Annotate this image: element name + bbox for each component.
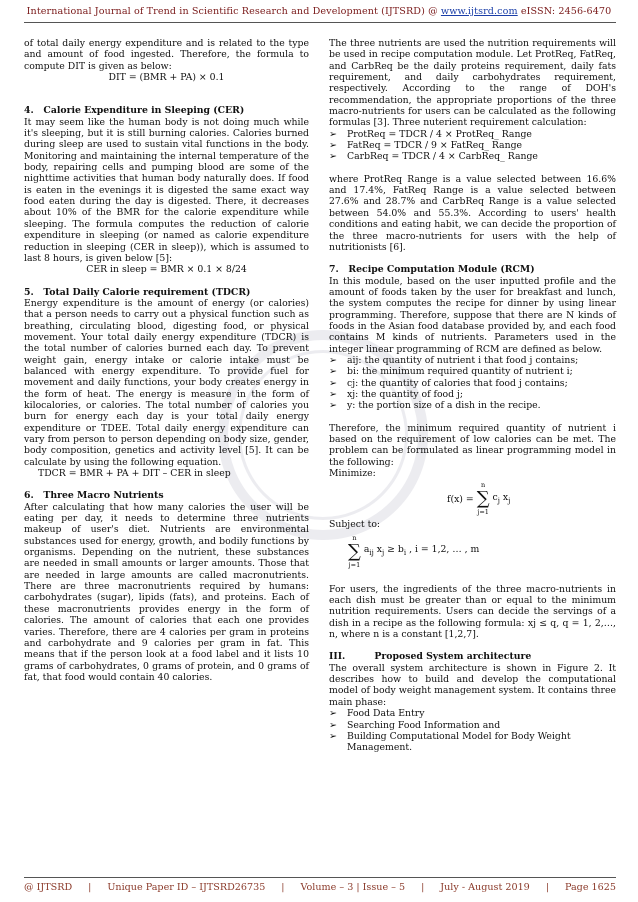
list-item: ➢ aij: the quantity of nutrient i that food j contains;	[329, 354, 579, 366]
bullet-icon: ➢	[329, 151, 337, 163]
list-item: ➢ FatReq = TDCR / 9 × FatReq_ Range	[329, 140, 523, 152]
list-item: ➢ xj: the quantity of food j;	[329, 388, 464, 400]
formula-tdcr: TDCR = BMR + PA + DIT – CER in sleep	[38, 468, 231, 480]
list-item: ➢ cj: the quantity of calories that food j contains;	[329, 377, 568, 389]
section-heading-4: 4. Calorie Expenditure in Sleeping (CER)	[24, 105, 245, 117]
bullet-icon: ➢	[329, 708, 337, 720]
section-heading-III: III. Proposed System architecture	[329, 651, 532, 663]
paragraph: Therefore, the minimum required quantity of nutrient i based on the requirement of low calories can be met. The problem can be formulated as linear programming model in the following:	[329, 422, 616, 468]
footer-page: Page 1625	[564, 882, 616, 893]
paragraph: For users, the ingredients of the three macro-nutrients in each dish must be greater than or equal to the minimum nutrition requirements. Users can decide the servings of a dish in a recipe as the following formula: xj ≤ q, q = 1, 2,…, n, where n is a constant [1,2,7].	[329, 583, 616, 641]
sum-symbol: n ∑ j=1	[348, 533, 361, 569]
right-column	[329, 38, 616, 754]
paragraph: The overall system architecture is shown in Figure 2. It describes how to build and develop the computational model of body weight management system. It contains three main phase:	[329, 662, 616, 708]
list-item: ➢ ProtReq = TDCR / 4 × ProtReq_ Range	[329, 128, 532, 140]
list-item: ➢ CarbReq = TDCR / 4 × CarbReq_ Range	[329, 151, 538, 163]
section-heading-7: 7. Recipe Computation Module (RCM)	[329, 264, 535, 276]
list-item: ➢ Searching Food Information and	[329, 719, 501, 731]
paragraph: It may seem like the human body is not doing much while it's sleeping, but it is still burning calories. Calories burned during sleep are used to sustain vital functions in the body. Monitoring and maintaining the internal temperature of the body, repairing cells and pumping blood are some of the nighttime activities that human body naturally does. If food is eaten in the evenings it is digested the same exact way food eaten during the day is digested. There, it decreases about 10% of the BMR for the calorie expenditure while sleeping. The formula computes the reduction of calorie expenditure in sleeping (or named as calorie expenditure reduction in sleeping (CER in sleep)), which is assumed to last 8 hours, is given below [5]:	[24, 116, 309, 264]
paragraph: The three nutrients are used the nutrition requirements will be used in recipe computation module. Let ProtReq, FatReq, and CarbReq be the daily proteins requirement, daily fats requirement, and daily carbohydrates requirement, respectively. According to the range of DOH's recommendation, the appropriate proportions of the three macro-nutrients for users can be calculated as the following formulas [3]. Three nuterient requirement calculation:	[329, 38, 616, 129]
formula-dit: DIT = (BMR + PA) × 0.1	[108, 72, 225, 84]
journal-header	[0, 6, 638, 17]
section-heading-5: 5. Total Daily Calorie requirement (TDCR)	[24, 286, 251, 298]
bullet-icon: ➢	[329, 730, 337, 742]
bullet-icon: ➢	[329, 140, 337, 152]
sum-symbol: n ∑ j=1	[476, 481, 490, 517]
footer-site: @ IJTSRD	[24, 882, 73, 893]
paragraph: of total daily energy expenditure and is related to the type and amount of food ingested. Therefore, the formula to compute DIT is given as below:	[24, 38, 309, 72]
constraint-formula: n ∑ j=1 $a_{ij}$ $x_j \ge b_i$ , i = 1,2, … , m	[348, 533, 480, 569]
objective-formula: f(x) = n ∑ j=1 $c_j$ $x_j$	[447, 481, 511, 517]
paragraph: In this module, based on the user inputted profile and the amount of foods taken by the user for breakfast and lunch, the system computes the recipe for dinner by using linear programming. Therefore, suppose that there are N kinds of foods in the Asian food database provided by, and each food contains M kinds of nutrients. Parameters used in the integer linear programming of RCM are defined as below.	[329, 275, 616, 355]
paragraph: After calculating that how many calories the user will be eating per day, it needs to determine three nutrients makeup of user's diet. Nutrients are environmental substances used for energy, growth, and bodily functions by organisms. Depending on the nutrient, these substances are needed in small amounts or larger amounts. Those that are needed in large amounts are called macronutrients. There are three macronutrients required by humans: carbohydrates (sugar), lipids (fats), and proteins. Each of these macronutrients provides energy in the form of calories. The amount of calories that each one provides varies. Therefore, there are 4 calories per gram in proteins and carbohydrate and 9 calories per gram in fat. This means that if the person look at a food label and it lists 10 grams of carbohydrates, 0 grams of protein, and 0 grams of fat, that food would contain 40 calories.	[24, 501, 309, 683]
list-item: ➢ y: the portion size of a dish in the recipe.	[329, 400, 541, 412]
subject-to-label: Subject to:	[329, 519, 381, 531]
header-issn: eISSN: 2456-6470	[517, 6, 612, 17]
bullet-icon: ➢	[329, 719, 337, 731]
header-text: International Journal of Trend in Scientific Research and Development (IJTSRD) @	[26, 6, 441, 17]
paragraph: Energy expenditure is the amount of energy (or calories) that a person needs to carry out a physical function such as breathing, circulating blood, digesting food, or physical movement. Your total daily energy expenditure (TDCR) is the total number of calories burned each day. To prevent weight gain, energy intake or calorie intake must be balanced with energy expenditure. To provide fuel for movement and daily functions, your body creates energy in the form of heat. The energy is measure in the form of kilocalories, or calories. The total number of calories you burn for energy each day is your total daily energy expenditure or TDEE. Total daily energy expenditure can vary from person to person depending on body size, gender, body composition, genetics and activity level [5]. It can be calculate by using the following equation.	[24, 297, 309, 468]
list-item: ➢ Food Data Entry	[329, 708, 425, 720]
section-heading-6: 6. Three Macro Nutrients	[24, 490, 164, 502]
bullet-icon: ➢	[329, 388, 337, 400]
list-item: ➢ bi: the minimum required quantity of nutrient i;	[329, 366, 573, 378]
header-rule	[24, 22, 616, 23]
bullet-icon: ➢	[329, 354, 337, 366]
left-column	[24, 38, 309, 683]
footer-volume: Volume – 3 | Issue – 5	[300, 882, 406, 893]
paragraph: where ProtReq Range is a value selected between 16.6% and 17.4%, FatReq Range is a value selected between 27.6% and 28.7% and CarbReq Range is a value selected between 54.0% and 55.3%. According to users' health conditions and eating habit, we can decide the proportion of the three macro-nutrients for users with the help of nutritionists [6].	[329, 173, 616, 253]
footer-paper-id: Unique Paper ID – IJTSRD26735	[107, 882, 266, 893]
journal-link[interactable]: www.ijtsrd.com	[440, 6, 518, 17]
bullet-icon: ➢	[329, 400, 337, 412]
bullet-icon: ➢	[329, 377, 337, 389]
footer-date: July - August 2019	[440, 882, 530, 893]
footer-rule	[24, 877, 616, 878]
bullet-icon: ➢	[329, 366, 337, 378]
bullet-icon: ➢	[329, 128, 337, 140]
minimize-label: Minimize:	[329, 468, 376, 480]
formula-cer: CER in sleep = BMR × 0.1 × 8/24	[86, 264, 247, 276]
list-item: ➢ Building Computational Model for Body Weight Management.	[329, 730, 571, 754]
page-footer: @ IJTSRD | Unique Paper ID – IJTSRD26735 | Volume – 3 | Issue – 5 | July - August 2019 | Page 1625	[24, 882, 616, 893]
